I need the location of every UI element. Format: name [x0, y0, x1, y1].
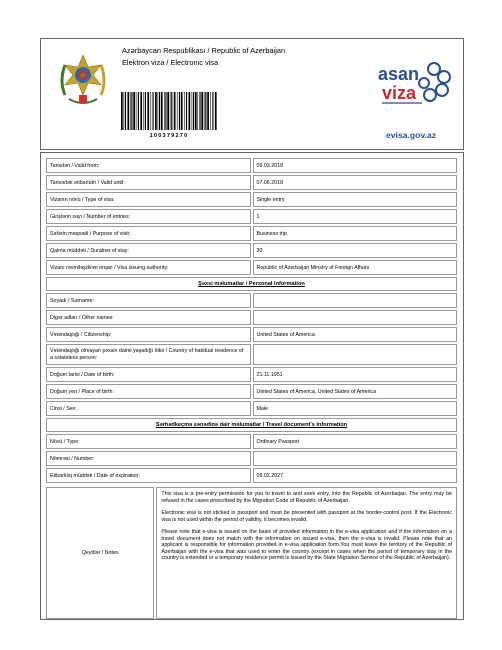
- notes-row: [46, 487, 457, 619]
- notes-paragraph: This visa is a pre-entry permission for you to travel to and seek entry, into the Republic of Azerbaijan. The entry may be refused in the cases prescribed by the Migration Code of Republic of Azerbaijan.: [161, 491, 452, 504]
- barcode-number: 100379270: [149, 133, 189, 139]
- section-header-row: [46, 277, 457, 291]
- field-value: 09.03.2018: [253, 158, 458, 173]
- field-label: Vizanı rəsmiləşdirən orqan / Visa issuing authority:: [46, 260, 251, 275]
- barcode: [121, 92, 217, 130]
- barcode-bar: [131, 92, 132, 130]
- table-row: [46, 468, 457, 483]
- field-label: Girişlərin sayı / Number of entries:: [46, 209, 251, 224]
- barcode-bar: [184, 92, 185, 130]
- table-row: [46, 327, 457, 342]
- barcode-bar: [181, 92, 183, 130]
- field-value: [253, 310, 458, 325]
- field-value: Ordinary Passport: [253, 434, 458, 449]
- barcode-bar: [138, 92, 139, 130]
- field-label: Etibarlılıq müddəti / Date of expiration:: [46, 468, 251, 483]
- barcode-bar: [133, 92, 135, 130]
- barcode-bar: [165, 92, 166, 130]
- field-value: [253, 344, 458, 365]
- barcode-bar: [215, 92, 217, 130]
- field-value: 21.11.1951: [253, 367, 458, 382]
- barcode-bar: [207, 92, 209, 130]
- field-value: Single entry: [253, 192, 458, 207]
- table-row: [46, 310, 457, 325]
- asan-viza-logo: [376, 47, 456, 121]
- brand-url: evisa.gov.az: [386, 130, 436, 140]
- field-label: Qalma müddəti / Duration of stay:: [46, 243, 251, 258]
- personal-section-title: Şəxsi məlumatlar / Personal information: [46, 277, 457, 291]
- field-label: Doğum tarixi / Date of birth:: [46, 367, 251, 382]
- field-label: Səfərin məqsədi / Purpose of visit:: [46, 226, 251, 241]
- barcode-bar: [151, 92, 152, 130]
- barcode-bar: [171, 92, 172, 130]
- barcode-bar: [170, 92, 171, 130]
- barcode-bar: [124, 92, 125, 130]
- field-value: United States of America, United States of America: [253, 384, 458, 399]
- field-value: [253, 293, 458, 308]
- barcode-bar: [147, 92, 149, 130]
- travel-section-title: Sərhədkeçmə sənədinə dair məlumatlar / Travel document's information: [46, 418, 457, 432]
- notes-label: Qeydlər / Notes: [46, 487, 154, 619]
- notes-paragraph: Electronic visa is not sticked in passport and must be presented with passport at the border-control post. If the Electronic visa is not used within the period of validity, it becomes invalid.: [161, 510, 452, 523]
- barcode-bar: [177, 92, 178, 130]
- coat-of-arms-icon: [55, 51, 111, 111]
- table-row: [46, 451, 457, 466]
- field-label: Cinsi / Sex:: [46, 401, 251, 416]
- table-row: [46, 209, 457, 224]
- field-value: 1: [253, 209, 458, 224]
- table-row: [46, 243, 457, 258]
- barcode-bar: [174, 92, 176, 130]
- barcode-bar: [164, 92, 165, 130]
- table-row: [46, 384, 457, 399]
- field-label: Doğum yeri / Place of birth:: [46, 384, 251, 399]
- visa-header: [40, 38, 464, 150]
- field-value: [253, 451, 458, 466]
- barcode-bar: [192, 92, 193, 130]
- logo-text-viza: viza: [382, 83, 417, 103]
- field-label: Vətəndaşlığı / Citizenship:: [46, 327, 251, 342]
- barcode-bar: [153, 92, 154, 130]
- field-value: 30: [253, 243, 458, 258]
- barcode-bar: [167, 92, 169, 130]
- notes-paragraph: Please note that e-visa is issued on the basis of provided information in the e-visa application and if the information on a travel document does not match with the information on issued e-visa, then the e-visa is invalid. Please note that an applicant is responsible for information provided in e-visa application form.You must leave the territory of the Republic of Azerbaijan with the e-visa that was used to enter the country (except in cases when the period of temporary stay in the country is extended or a temporary residence permit is issued by the State Migration Service of the Republic of Azerbaijan).: [161, 529, 452, 561]
- visa-details-table: [44, 156, 459, 485]
- table-row: [46, 158, 457, 173]
- table-row: [46, 293, 457, 308]
- table-row: [46, 226, 457, 241]
- visa-body: [40, 152, 464, 620]
- barcode-bar: [136, 92, 137, 130]
- field-value: United States of America: [253, 327, 458, 342]
- notes-text: [156, 487, 457, 619]
- barcode-bar: [212, 92, 213, 130]
- section-header-row: [46, 418, 457, 432]
- barcode-bar: [143, 92, 144, 130]
- field-label: Vətəndaşlığı olmayan şəxsin daimi yaşadığı ölkə / Country of habitual residence of a sstateless person:: [46, 344, 251, 365]
- barcode-bar: [201, 92, 203, 130]
- barcode-bar: [125, 92, 126, 130]
- header-title-line1: Azərbaycan Respublikası / Republic of Azerbaijan: [122, 46, 286, 55]
- table-row: [46, 192, 457, 207]
- barcode-bar: [179, 92, 180, 130]
- barcode-bar: [140, 92, 142, 130]
- barcode-bar: [159, 92, 160, 130]
- field-label: Vizanın növü / Type of visa:: [46, 192, 251, 207]
- field-value: Republic of Azerbaijan Minstry of Foreign Affairs: [253, 260, 458, 275]
- barcode-bar: [199, 92, 200, 130]
- table-row: [46, 401, 457, 416]
- table-row: [46, 344, 457, 365]
- barcode-bar: [145, 92, 146, 130]
- barcode-bar: [127, 92, 129, 130]
- field-value: Male: [253, 401, 458, 416]
- field-value: Business trip: [253, 226, 458, 241]
- barcode-bar: [121, 92, 123, 130]
- table-row: [46, 434, 457, 449]
- barcode-bar: [204, 92, 205, 130]
- logo-text-asan: asan: [378, 64, 420, 84]
- barcode-bar: [210, 92, 211, 130]
- table-row: [46, 260, 457, 275]
- field-label: Digər adları / Other names:: [46, 310, 251, 325]
- field-label: Tarixədək etibarlıdır / Valid until:: [46, 175, 251, 190]
- barcode-bar: [158, 92, 159, 130]
- table-row: [46, 367, 457, 382]
- barcode-bar: [155, 92, 157, 130]
- barcode-bar: [189, 92, 191, 130]
- barcode-bar: [186, 92, 187, 130]
- field-value: 09.02.2027: [253, 468, 458, 483]
- barcode-bar: [193, 92, 194, 130]
- field-label: Nömrəsi / Number:: [46, 451, 251, 466]
- field-label: Növü / Type:: [46, 434, 251, 449]
- header-title-line2: Elektron viza / Electronic visa: [122, 58, 219, 67]
- barcode-bar: [130, 92, 131, 130]
- barcode-bar: [161, 92, 163, 130]
- barcode-bar: [205, 92, 206, 130]
- field-value: 07.06.2018: [253, 175, 458, 190]
- field-label: Soyadı / Surname:: [46, 293, 251, 308]
- field-label: Tarixdən / Valid from:: [46, 158, 251, 173]
- barcode-bar: [195, 92, 197, 130]
- barcode-bar: [197, 92, 198, 130]
- table-row: [46, 175, 457, 190]
- logo-star-icon: [419, 63, 450, 101]
- notes-table: [44, 485, 459, 621]
